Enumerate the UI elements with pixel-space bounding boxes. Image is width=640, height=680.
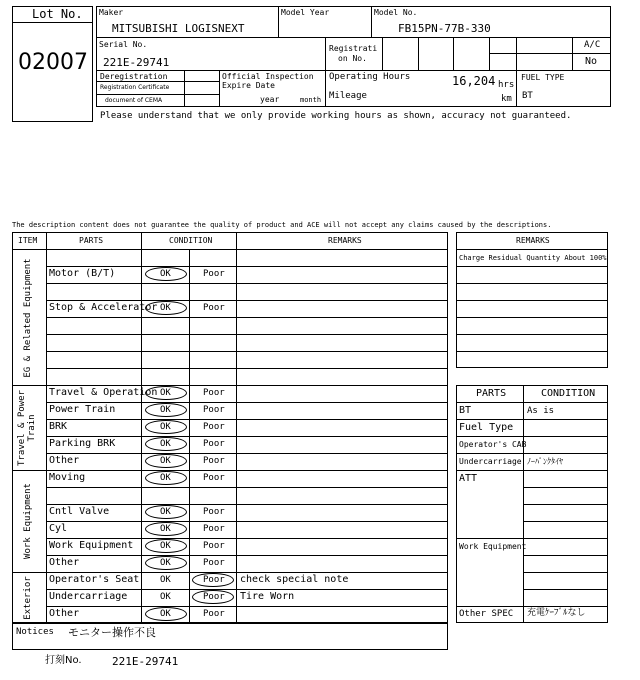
condition-header: CONDITION (169, 236, 213, 245)
part-travel-operation: Travel & Operation (49, 387, 158, 398)
ok-label: OK (160, 558, 171, 568)
poor-label: Poor (203, 592, 225, 602)
ok-label: OK (160, 473, 171, 483)
ok-label: OK (160, 609, 171, 619)
part-cntl-valve: Cntl Valve (49, 506, 110, 517)
condition-column-header: CONDITION (541, 388, 596, 399)
part-parking-brk: Parking BRK (49, 438, 116, 449)
poor-label: Poor (203, 541, 225, 551)
ok-label: OK (160, 303, 171, 313)
maker-value: MITSUBISHI LOGISNEXT (112, 22, 245, 35)
remark-undercarriage: Tire Worn (240, 591, 295, 602)
poor-label: Poor (203, 405, 225, 415)
operating-hours-label: Operating Hours (329, 72, 411, 82)
stamp-value: 221E-29741 (112, 655, 179, 668)
ok-label: OK (160, 592, 171, 602)
ok-label: OK (160, 269, 171, 279)
part-motor: Motor (B/T) (49, 268, 116, 279)
poor-label: Poor (203, 388, 225, 398)
part-work-other: Other (49, 557, 80, 568)
remarks-header: REMARKS (328, 236, 362, 245)
parts-column-header: PARTS (476, 388, 507, 399)
poor-label: Poor (203, 269, 225, 279)
poor-label: Poor (203, 473, 225, 483)
lot-label: Lot No. (32, 7, 83, 21)
stamp-label: 打刻No. (45, 655, 82, 666)
group-work-equipment: Work Equipment (23, 483, 33, 559)
lot-number: 02007 (18, 50, 88, 75)
part-work-equipment: Work Equipment (49, 540, 134, 551)
ac-label: A/C (584, 40, 601, 50)
part-exterior-other: Other (49, 608, 80, 619)
part-brk: BRK (49, 421, 68, 432)
part-cyl: Cyl (49, 523, 68, 534)
ok-label: OK (160, 456, 171, 466)
serial-label: Serial No. (99, 40, 148, 49)
group-eg-related-equipment: EG & Related Equipment (23, 258, 33, 378)
model-year-label: Model Year (281, 8, 330, 17)
ok-label: OK (160, 524, 171, 534)
spec-part-undercarriage: Undercarriage (459, 457, 522, 466)
month-label: month (300, 96, 322, 104)
ok-label: OK (160, 388, 171, 398)
year-label: year (260, 95, 280, 104)
poor-label: Poor (203, 507, 225, 517)
notices-value: モニター操作不良 (68, 626, 156, 639)
inspection-label-2: Expire Date (222, 81, 275, 90)
spec-part-att: ATT (459, 473, 478, 484)
ok-label: OK (160, 575, 171, 585)
poor-label: Poor (203, 524, 225, 534)
poor-label: Poor (203, 456, 225, 466)
poor-label: Poor (203, 422, 225, 432)
spec-part-bt: BT (459, 405, 472, 416)
ok-label: OK (160, 422, 171, 432)
part-undercarriage: Undercarriage (49, 591, 128, 602)
poor-label: Poor (203, 609, 225, 619)
mileage-label: Mileage (329, 91, 367, 101)
part-moving: Moving (49, 472, 86, 483)
remarks-box-line: Charge Residual Quantity About 100% (459, 254, 607, 262)
remark-operators-seat: check special note (240, 574, 349, 585)
registration-certificate-label: Registration Certificate (100, 84, 170, 91)
part-power-train: Power Train (49, 404, 116, 415)
remarks-box-header: REMARKS (516, 236, 550, 245)
poor-label: Poor (203, 303, 225, 313)
part-stop-accelerator: Stop & Accelerator (49, 302, 158, 313)
spec-condition-bt: As is (527, 406, 555, 416)
spec-part-other-spec: Other SPEC (459, 609, 514, 619)
ok-label: OK (160, 541, 171, 551)
poor-label: Poor (203, 575, 225, 585)
spec-condition-undercarriage: ﾉｰﾊﾟﾝｸﾀｲﾔ (527, 457, 563, 466)
ac-value: No (585, 56, 598, 67)
serial-value: 221E-29741 (103, 56, 170, 69)
group-travel-power-train: Travel & Power Train (17, 390, 38, 466)
group-exterior: Exterior (23, 576, 33, 620)
operating-hours-value: 16,204 (452, 74, 496, 88)
model-no-label: Model No. (374, 8, 418, 17)
registration-label: Registrati (329, 44, 378, 53)
inspection-label: Official Inspection (222, 72, 314, 81)
notices-label: Notices (16, 627, 54, 637)
description-disclaimer: The description content does not guarantee the quality of product and ACE will not accept any claims caused by the descriptions. (12, 221, 552, 229)
ok-label: OK (160, 439, 171, 449)
part-travel-other: Other (49, 455, 80, 466)
part-operators-seat: Operator's Seat (49, 574, 140, 585)
registration-label-2: on No. (338, 54, 367, 63)
parts-header: PARTS (79, 236, 104, 245)
ok-label: OK (160, 507, 171, 517)
spec-condition-other-spec: 充電ｹｰﾌﾞﾙなし (527, 608, 586, 618)
poor-label: Poor (203, 439, 225, 449)
km-unit: km (501, 94, 512, 104)
poor-label: Poor (203, 558, 225, 568)
spec-part-work-equipment: Work Equipment (459, 542, 527, 551)
model-no-value: FB15PN-77B-330 (398, 22, 491, 35)
maker-label: Maker (99, 8, 124, 17)
cema-document-label: document of CEMA (105, 97, 163, 104)
deregistration-label: Deregistration (100, 72, 168, 81)
item-header: ITEM (18, 236, 38, 245)
hours-disclaimer: Please understand that we only provide working hours as shown, accuracy not guaranteed. (100, 111, 572, 121)
fuel-type-value: BT (522, 91, 533, 101)
spec-part-operators-cab: Operator's CAB (459, 440, 527, 449)
fuel-type-label: FUEL TYPE (521, 73, 565, 82)
spec-part-fuel-type: Fuel Type (459, 422, 514, 433)
hrs-unit: hrs (498, 80, 515, 90)
ok-label: OK (160, 405, 171, 415)
